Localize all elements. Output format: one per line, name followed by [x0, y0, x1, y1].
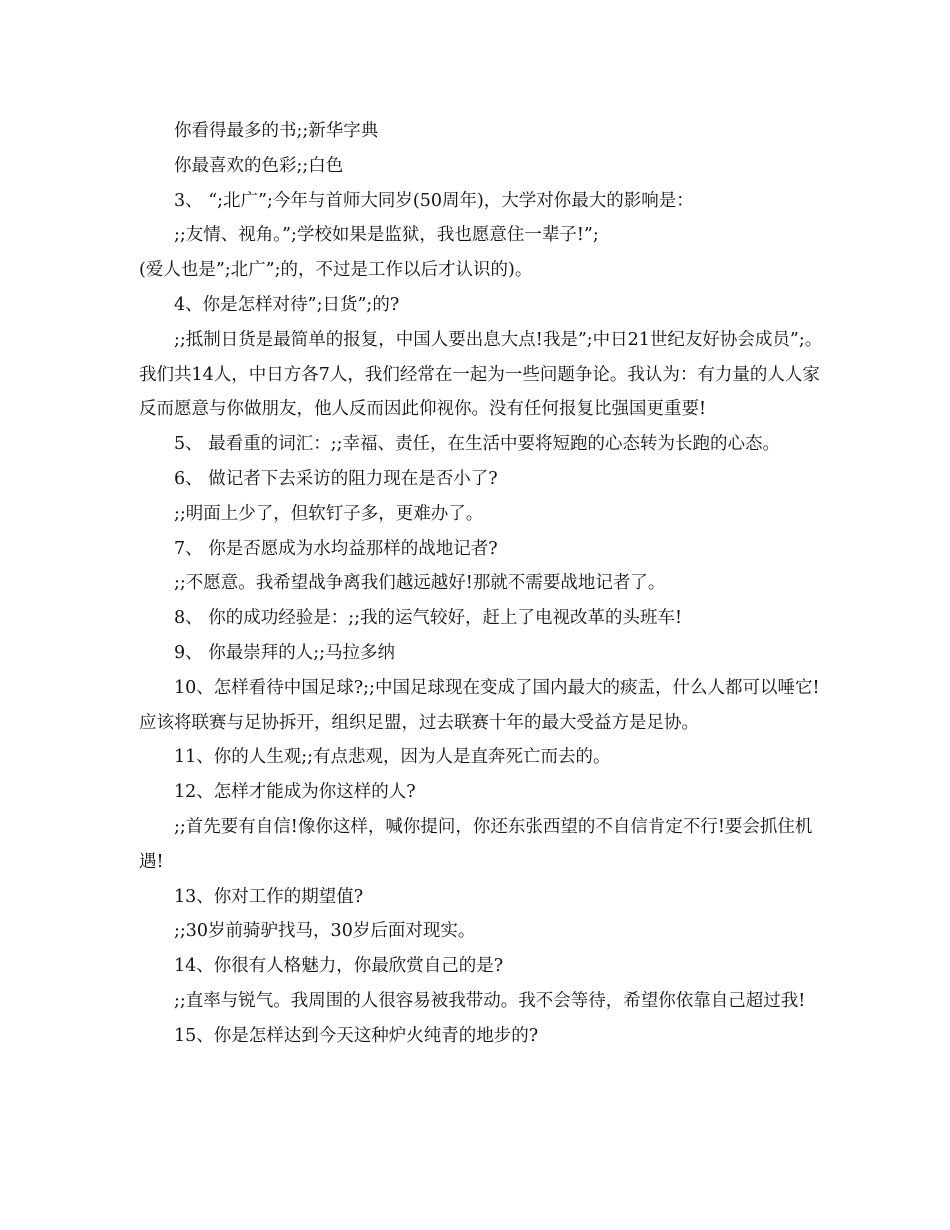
paragraph: ;;友情、视角。”;学校如果是监狱，我也愿意住一辈子!”; — [174, 225, 599, 246]
paragraph: 12、怎样才能成为你这样的人? — [174, 782, 416, 803]
paragraph: 3、 “;北广”;今年与首师大同岁(50周年)，大学对你最大的影响是： — [174, 190, 694, 211]
paragraph: 6、 做记者下去采访的阻力现在是否小了? — [174, 468, 498, 489]
paragraph: 你看得最多的书;;新华字典 — [174, 121, 379, 141]
paragraph: 8、 你的成功经验是：;;我的运气较好，赶上了电视改革的头班车! — [174, 608, 683, 629]
paragraph: 5、 最看重的词汇：;;幸福、责任，在生活中要将短跑的心态转为长跑的心态。 — [174, 434, 780, 455]
paragraph: ;;直率与锐气。我周围的人很容易被我带动。我不会等待，希望你依靠自己超过我! — [174, 990, 806, 1011]
paragraph: 10、怎样看待中国足球?;;中国足球现在变成了国内最大的痰盂，什么人都可以唾它!应该将联赛与足协拆开，组织足盟，过去联赛十年的最大受益方是足协。 — [139, 677, 820, 733]
paragraph: ;;明面上少了，但软钉子多，更难办了。 — [174, 503, 484, 524]
paragraph: ;;首先要有自信!像你这样，喊你提问，你还东张西望的不自信肯定不行!要会抓住机遇! — [139, 816, 813, 872]
document-body — [139, 114, 829, 1054]
paragraph: ;;抵制日货是最简单的报复，中国人要出息大点!我是”;中日21世纪友好协会成员”;。我们共14人，中日方各7人，我们经常在一起为一些问题争论。我认为：有力量的人人家反而愿意与你做朋友，他人反而因此仰视你。没有任何报复比强国更重要! — [139, 329, 823, 420]
paragraph: ;;不愿意。我希望战争离我们越远越好!那就不需要战地记者了。 — [174, 573, 666, 594]
paragraph: 11、你的人生观;;有点悲观，因为人是直奔死亡而去的。 — [174, 747, 611, 768]
paragraph: 你最喜欢的色彩;;白色 — [174, 155, 344, 176]
paragraph: 7、 你是否愿成为水均益那样的战地记者? — [174, 538, 498, 559]
paragraph: 13、你对工作的期望值? — [174, 886, 364, 907]
paragraph: 9、 你最崇拜的人;;马拉多纳 — [174, 642, 395, 663]
paragraph: 4、你是怎样对待”;日货”;的? — [174, 294, 400, 315]
paragraph: ;;30岁前骑驴找马，30岁后面对现实。 — [174, 921, 476, 942]
paragraph: 15、你是怎样达到今天这种炉火纯青的地步的? — [174, 1025, 539, 1046]
paragraph: (爱人也是”;北广”;的，不过是工作以后才认识的)。 — [139, 260, 533, 281]
paragraph: 14、你很有人格魅力，你最欣赏自己的是? — [174, 956, 504, 977]
